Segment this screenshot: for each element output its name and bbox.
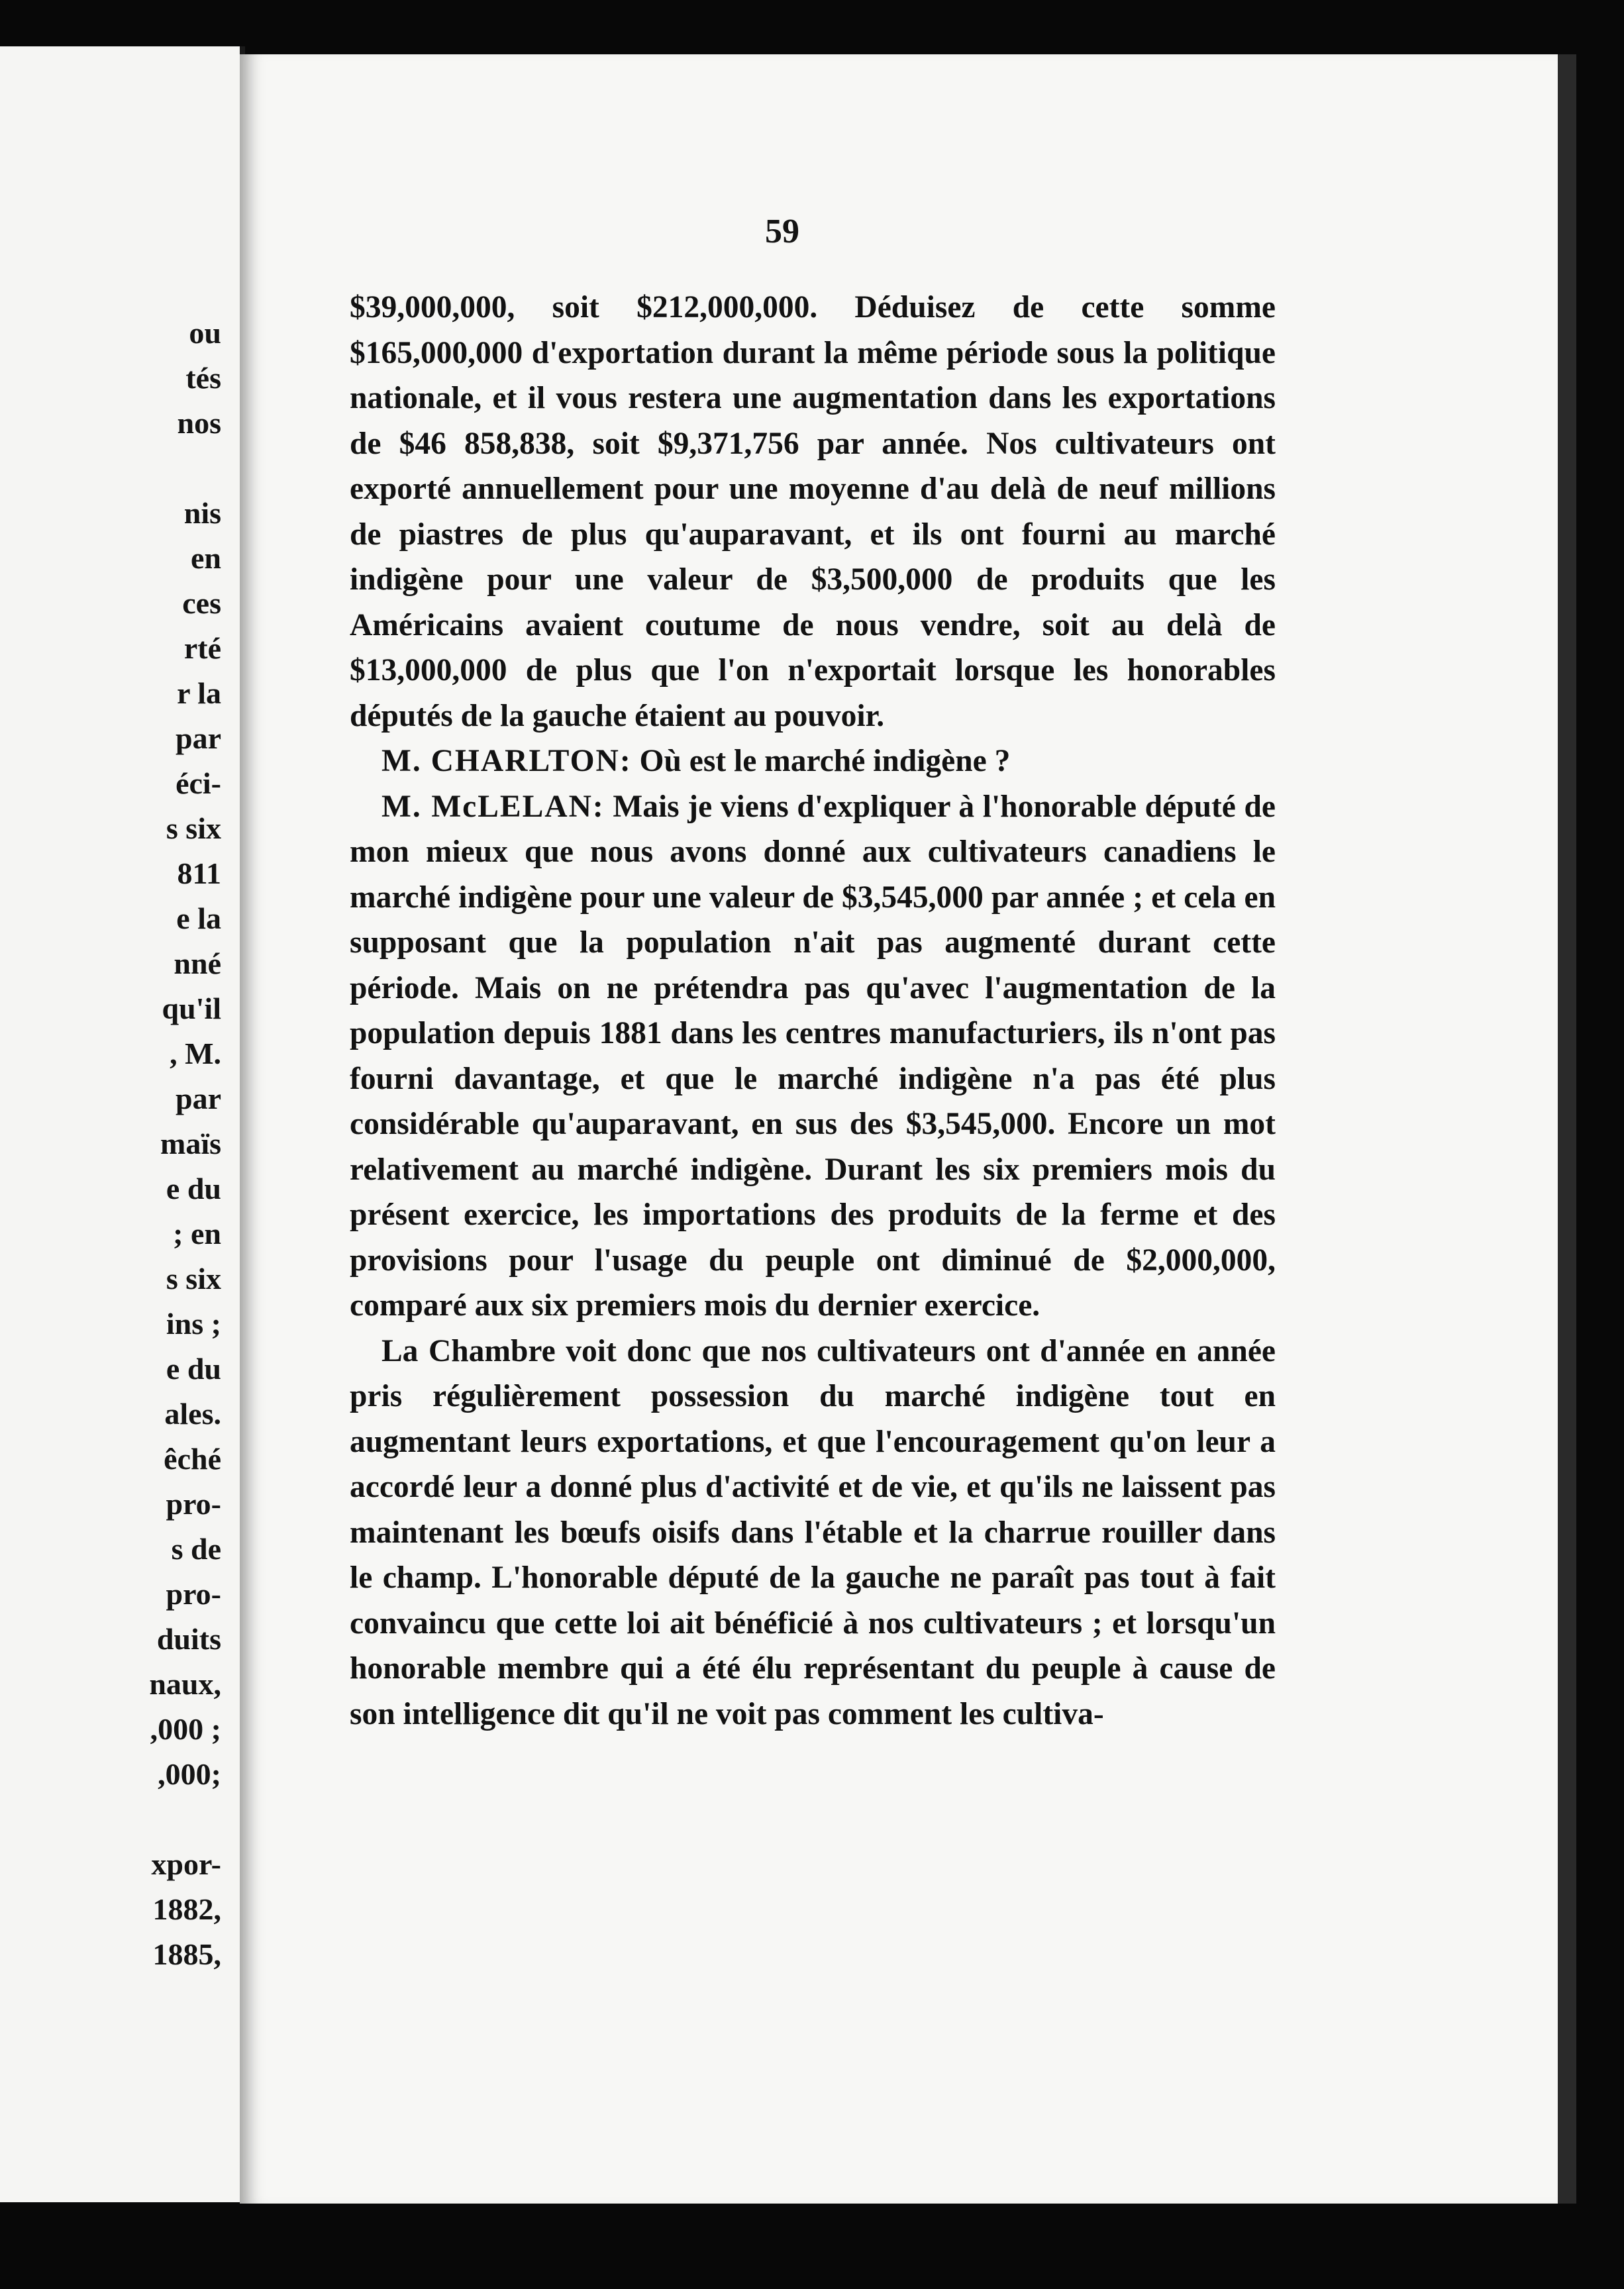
facing-page-fragment: 811 — [177, 856, 221, 890]
facing-page-fragment: nis — [183, 496, 221, 530]
facing-page-fragment: 1882, — [152, 1892, 221, 1926]
facing-page-fragment: nné — [174, 946, 221, 980]
facing-page-fragment: en — [191, 541, 221, 575]
speaker-name: M. McLELAN: — [381, 789, 605, 824]
facing-page-fragment: par — [176, 1082, 221, 1115]
facing-page-fragment: ins ; — [166, 1307, 221, 1341]
paragraph-text: Où est le marché indigène ? — [639, 744, 1011, 778]
paragraph-text: $39,000,000, soit $212,000,000. Déduisez de cette somme $165,000,000 d'exportation durant la même période sous la politique nationale, et il vous restera une augmentation dans les exportations de $46 858,838, soit $9,371,756 par année. Nos cultivateurs ont exporté annuellement pour une moyenne d'au delà de neuf millions de piastres de plus qu'auparavant, et ils ont fourni au marché indigène pour une valeur de $3,500,000 de produits que les Américains avaient coutume de nous vendre, soit au delà de $13,000,000 de plus que l'on n'exportait lorsque les honorables députés de la gauche étaient au pouvoir. — [350, 290, 1276, 733]
facing-page-fragment: pro- — [166, 1487, 221, 1521]
facing-page-fragment: e du — [166, 1172, 221, 1205]
facing-page-fragment: nos — [177, 406, 221, 440]
facing-page-fragment: , M. — [170, 1037, 221, 1070]
speaker-name: M. CHARLTON: — [381, 744, 632, 778]
facing-page-fragment: 1885, — [152, 1937, 221, 1971]
facing-page-fragment: pro- — [166, 1577, 221, 1611]
facing-page-fragment: tés — [185, 361, 221, 395]
paragraph-text: Mais je viens d'expliquer à l'honorable député de mon mieux que nous avons donné aux cultivateurs canadiens le marché indigène pour une valeur de $3,545,000 par année ; et cela en supposant que la population n'ait pas augmenté durant cette période. Mais on ne prétendra pas qu'avec l'augmentation de la population depuis 1881 dans les centres manufacturiers, ils n'ont pas fourni davantage, et que le marché indigène n'a pas été plus considérable qu'auparavant, en sus des $3,545,000. Encore un mot relativement au marché indigène. Durant les six premiers mois du présent exercice, les importations des produits de la ferme et des provisions pour l'usage du peuple ont diminué de $2,000,000, comparé aux six premiers mois du dernier exercice. — [350, 789, 1276, 1323]
facing-page-fragment: s six — [166, 1262, 221, 1296]
facing-page-fragment: duits — [156, 1622, 221, 1656]
facing-page-fragment: e la — [176, 901, 221, 935]
page-edge-shadow — [1558, 54, 1576, 2204]
body-text — [350, 285, 1276, 1737]
facing-page-fragment: r la — [177, 676, 221, 710]
paragraph — [350, 285, 1276, 738]
facing-page-fragment: xpor- — [151, 1847, 221, 1881]
facing-page-fragment: ou — [189, 316, 221, 350]
facing-page — [0, 46, 245, 2202]
facing-page-fragment: par — [176, 721, 221, 755]
facing-page-fragment: ces — [182, 586, 221, 620]
facing-page-fragment: naux, — [149, 1667, 221, 1701]
facing-page-fragment: maïs — [160, 1127, 221, 1160]
facing-page-fragment: ,000 ; — [150, 1712, 221, 1746]
paragraph — [350, 1329, 1276, 1737]
facing-page-fragment: s six — [166, 811, 221, 845]
paragraph — [350, 784, 1276, 1329]
page-number: 59 — [765, 213, 799, 250]
paragraph — [350, 738, 1276, 784]
facing-page-fragment: ; en — [173, 1217, 221, 1250]
facing-page-fragment: rté — [183, 631, 221, 665]
facing-page-fragment: éci- — [176, 766, 221, 800]
facing-page-fragment: e du — [166, 1352, 221, 1386]
facing-page-fragment: qu'il — [162, 992, 221, 1025]
facing-page-fragment: êché — [164, 1442, 221, 1476]
facing-page-fragment: s de — [171, 1532, 221, 1566]
paragraph-text: La Chambre voit donc que nos cultivateurs ont d'année en année pris régulièrement possession du marché indigène tout en augmentant leurs exportations, et que l'encouragement qu'on leur a accordé leur a donné plus d'activité et de vie, et qu'ils ne laissent pas maintenant les bœufs oisifs dans l'étable et la charrue rouiller dans le champ. L'honorable député de la gauche ne paraît pas tout à fait convaincu que cette loi ait bénéficié à nos cultivateurs ; et lorsqu'un honorable membre qui a été élu représentant du peuple à cause de son intelligence dit qu'il ne voit pas comment les cultiva- — [350, 1333, 1276, 1731]
facing-page-fragment: ,000; — [158, 1757, 221, 1791]
facing-page-fragment: ales. — [164, 1397, 221, 1431]
